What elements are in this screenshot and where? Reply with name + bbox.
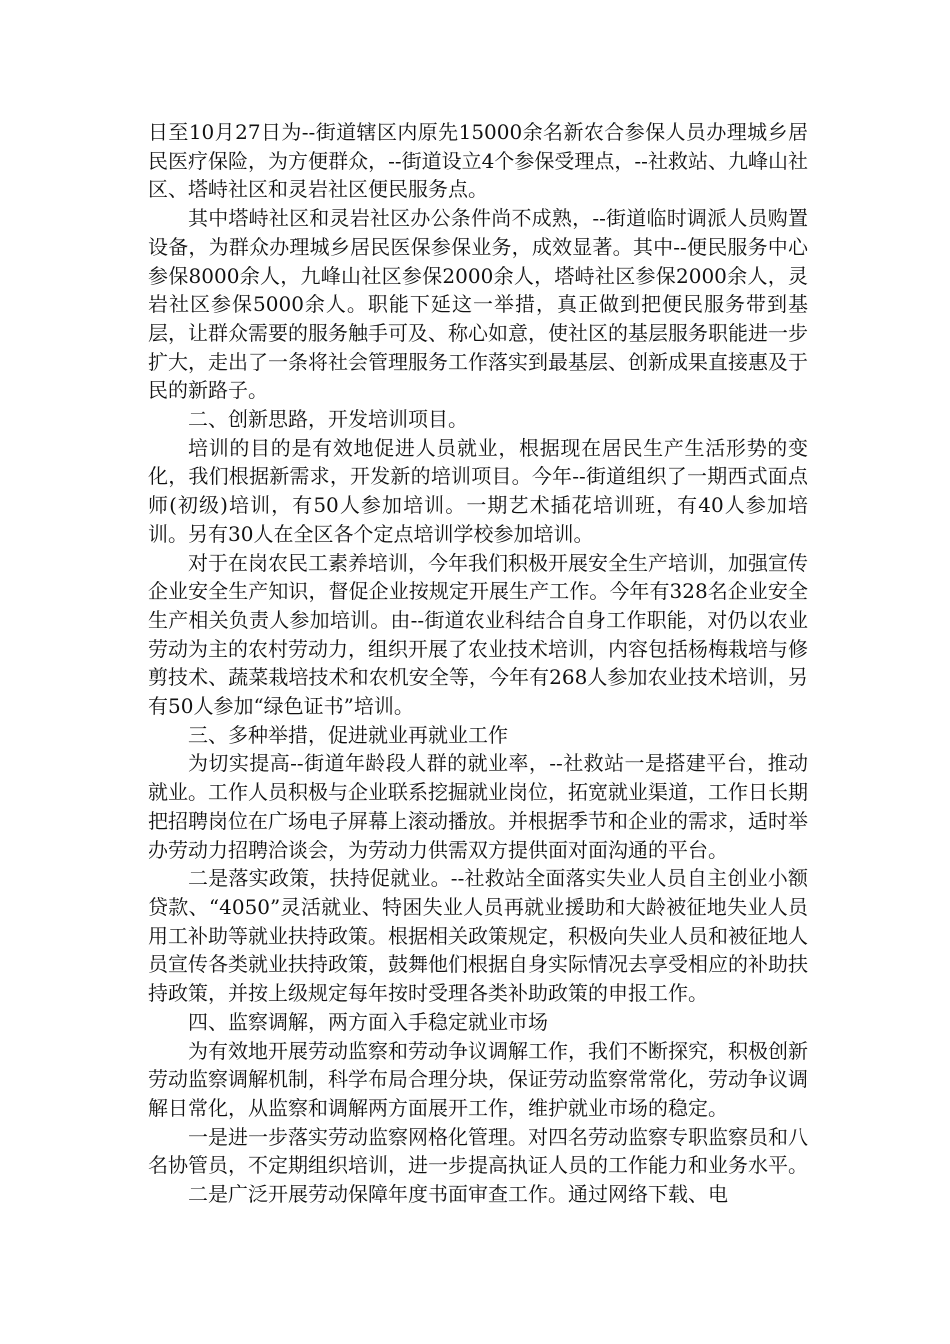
paragraph-4: 对于在岗农民工素养培训，今年我们积极开展安全生产培训，加强宣传企业安全生产知识，督促企业按规定开展生产工作。今年有328名企业安全生产相关负责人参加培训。由--街道农业科结合自身工作职能，对仍以农业劳动为主的农村劳动力，组织开展了农业技术培训，内容包括杨梅栽培与修剪技术、蔬菜栽培技术和农机安全等，今年有268人参加农业技术培训，另有50人参加“绿色证书”培训。 (148, 550, 808, 719)
paragraph-3: 培训的目的是有效地促进人员就业，根据现在居民生产生活形势的变化，我们根据新需求，开发新的培训项目。今年--街道组织了一期西式面点师(初级)培训，有50人参加培训。一期艺术插花培训班，有40人参加培训。另有30人在全区各个定点培训学校参加培训。 (148, 435, 808, 546)
paragraph-2: 其中塔峙社区和灵岩社区办公条件尚不成熟，--街道临时调派人员购置设备，为群众办理城乡居民医保参保业务，成效显著。其中--便民服务中心参保8000余人，九峰山社区参保2000余人，塔峙社区参保2000余人，灵岩社区参保5000余人。职能下延这一举措，真正做到把便民服务带到基层，让群众需要的服务触手可及、称心如意，使社区的基层服务职能进一步扩大，走出了一条将社会管理服务工作落实到最基层、创新成果直接惠及于民的新路子。 (148, 206, 808, 403)
section-heading-2: 二、创新思路，开发培训项目。 (188, 407, 468, 432)
section-heading-4: 四、监察调解，两方面入手稳定就业市场 (188, 1009, 548, 1034)
section-heading-3: 三、多种举措，促进就业再就业工作 (188, 722, 508, 747)
document-body (148, 118, 808, 1209)
paragraph-5: 为切实提高--街道年龄段人群的就业率，--社救站一是搭建平台，推动就业。工作人员积极与企业联系挖掘就业岗位，拓宽就业渠道，工作日长期把招聘岗位在广场电子屏幕上滚动播放。并根据季节和企业的需求，适时举办劳动力招聘洽谈会，为劳动力供需双方提供面对面沟通的平台。 (148, 751, 808, 862)
paragraph-6: 二是落实政策，扶持促就业。--社救站全面落实失业人员自主创业小额贷款、“4050”灵活就业、特困失业人员再就业援助和大龄被征地失业人员用工补助等就业扶持政策。根据相关政策规定，积极向失业人员和被征地人员宣传各类就业扶持政策，鼓舞他们根据自身实际情况去享受相应的补助扶持政策，并按上级规定每年按时受理各类补助政策的申报工作。 (148, 866, 808, 1006)
paragraph-1: 日至10月27日为--街道辖区内原先15000余名新农合参保人员办理城乡居民医疗保险，为方便群众，--街道设立4个参保受理点，--社救站、九峰山社区、塔峙社区和灵岩社区便民服务点。 (148, 120, 808, 202)
paragraph-8: 一是进一步落实劳动监察网格化管理。对四名劳动监察专职监察员和八名协管员，不定期组织培训，进一步提高执证人员的工作能力和业务水平。 (148, 1124, 808, 1178)
paragraph-9: 二是广泛开展劳动保障年度书面审查工作。通过网络下载、电 (188, 1182, 728, 1207)
paragraph-7: 为有效地开展劳动监察和劳动争议调解工作，我们不断探究，积极创新劳动监察调解机制，科学布局合理分块，保证劳动监察常常化，劳动争议调解日常化，从监察和调解两方面展开工作，维护就业市场的稳定。 (148, 1038, 808, 1120)
